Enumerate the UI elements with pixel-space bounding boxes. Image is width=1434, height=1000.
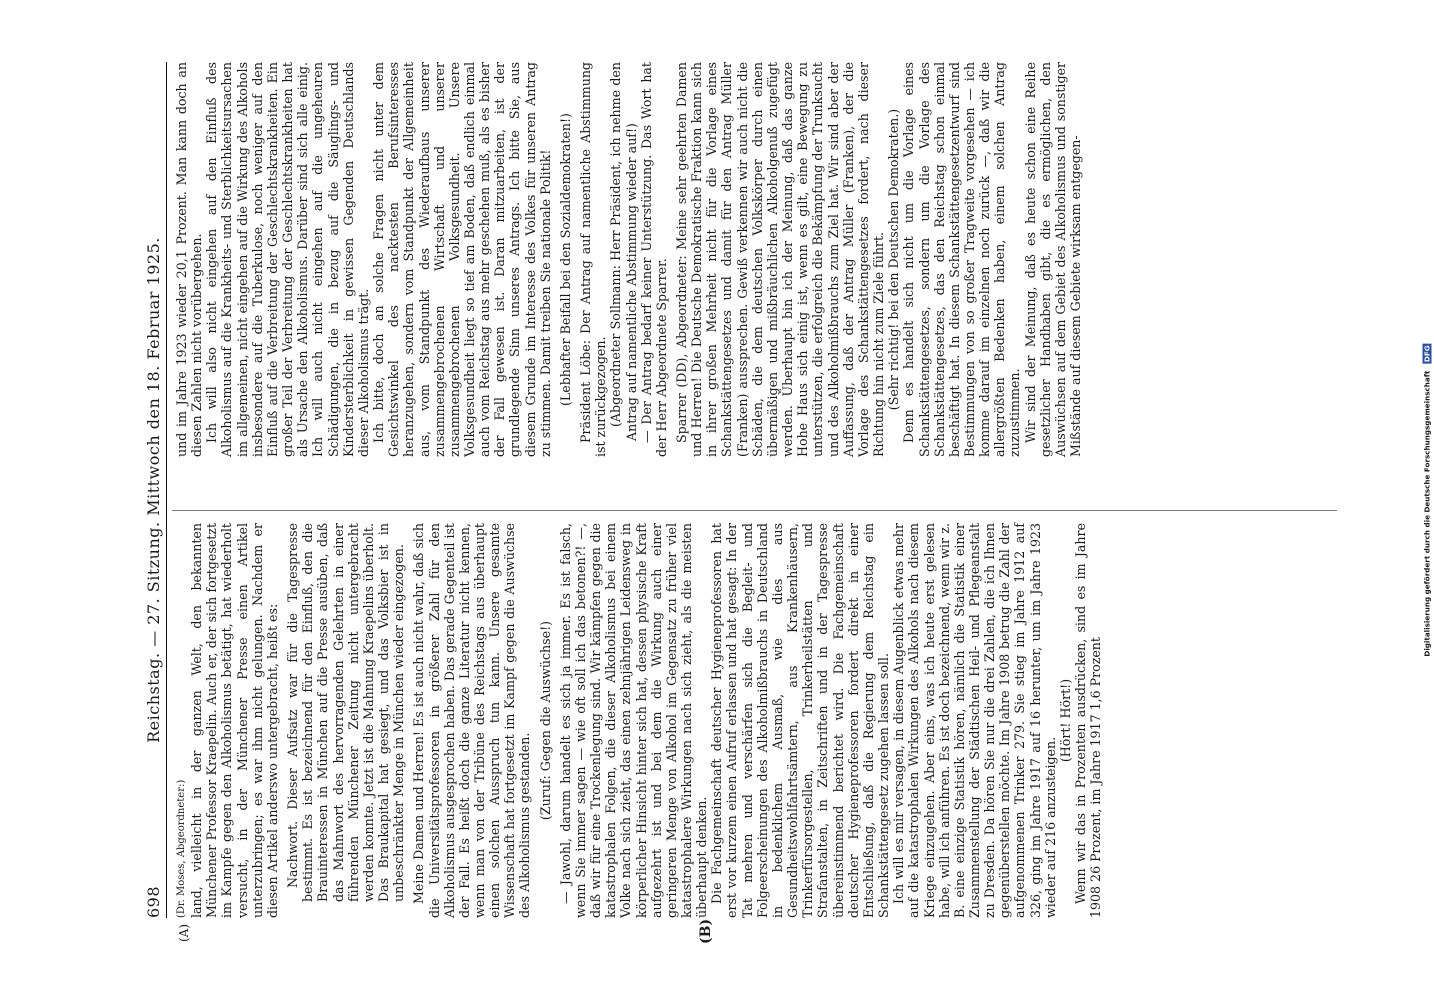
paragraph: Ich will es mir versagen, in diesem Augenblick etwas mehr auf die katastrophalen Wirkungen des Alkohols nach diesem Kriege einzugehen. Aber eins, was ich heute erst gelesen habe, will ich anführen. Es ist doch bezeichnend, wenn wir z. B. eine einzige Statistik hören, nämlich die Statistik einer Zusammenstellung der Städtischen Heil- und Pflegeanstalt zu Dresden. Da hören Sie nur die drei Zahlen, die ich Ihnen gegenüberstellen möchte. Im Jahre 1908 betrug die Zahl der aufgenommenen Trinker 279. Sie stieg im Jahre 1912 auf 326, ging im Jahre 1917 auf 16 herunter, um im Jahre 1923 wieder auf 216 anzusteigen. bbox=[891, 523, 1058, 918]
interjection: (Sehr richtig! bei den Deutschen Demokraten.) bbox=[886, 108, 902, 411]
paragraph: Wenn wir das in Prozenten ausdrücken, sind es im Jahre 1908 26 Prozent, im Jahre 1917 1,6 Prozent bbox=[1073, 523, 1104, 918]
paragraph: Die Fachgemeinschaft deutscher Hygieneprofessoren hat erst vor kurzem einen Aufruf erlassen und hat gesagt: In der Tat mehren und verschärfen sich die Begleit- und Folgeerscheinungen des Alkoholmißbrauchs in Deutschland in bedenklichem Ausmaß, wie dies aus Gesundheitswohlfahrtsämtern, aus Krankenhäusern, Trinkerfürsorgestellen, Trinkerheilstätten und Strafanstalten, in Zeitschriften und in der Tagespresse übereinstimmend berichtet wird. Die Fachgemeinschaft deutscher Hygieneprofessoren fordert direkt in einer Entschließung, daß die Regierung dem Reichstag ein Schankstättengesetz zugehen lassen soll. bbox=[709, 523, 892, 918]
paragraph: Denn es handelt sich nicht um die Vorlage eines Schankstättengesetzes, sondern um die Vorlage des Schankstättengesetzes, das den Reichstag schon einmal beschäftigt hat. In diesem Schankstättengesetzentwurf sind Bestimmungen von so großer Tragweite vorgesehen — ich komme darauf im einzelnen noch zurück —, daß wir die allergrößten Bedenken haben, einem solchen Antrag zuzustimmen. bbox=[901, 62, 1023, 457]
quote-paragraph: Nachwort. Dieser Aufsatz war für die Tagespresse bestimmt. Es ist bezeichnend für den Einfluß, den die Brauinteressen in München auf die Presse ausüben, daß das Mahnwort des hervorragenden Gelehrten in einer führenden Münchener Zeitung nicht untergebracht werden konnte. Jetzt ist die Mahnung Kraepelins überholt. Das Braukapital hat gesiegt, und das Volksbier ist in unbeschränkter Menge in München wieder eingezogen. bbox=[285, 523, 407, 902]
paragraph: Meine Damen und Herren! Es ist auch nicht wahr, daß sich die Universitätsprofessoren in größerer Zahl für den Alkoholismus ausgesprochen haben. Das gerade Gegenteil ist der Fall. Es heißt doch die ganze Literatur nicht kennen, wenn man von der Tribüne des Reichstags aus überhaupt einen solchen Ausspruch tun kann. Unsere gesamte Wissenschaft hat fortgesetzt im Kampf gegen die Auswüchse des Alkoholismus gestanden. bbox=[411, 523, 533, 918]
paragraph: land, vielleicht in der ganzen Welt, den bekannten Münchener Professor Kraepelin. Auch er, der sich fortgesetzt im Kampfe gegen den Alkoholismus betätigt, hat wiederholt versucht, in der Münchener Presse einen Artikel unterzubringen; es war ihm nicht gelungen. Nachdem er diesen Artikel anderswo untergebracht, heißt es: bbox=[189, 523, 280, 918]
interjection: (Hört! Hört!) bbox=[1057, 678, 1073, 763]
digitization-credit bbox=[1423, 343, 1432, 656]
page-number: 698 bbox=[144, 885, 163, 918]
paragraph: — Der Antrag bedarf keiner Unterstützung. Das Wort hat der Herr Abgeordnete Sparrer. bbox=[638, 62, 669, 457]
paragraph: Wir sind der Meinung, daß es heute schon eine Reihe gesetzlicher Handhaben gibt, die es ermöglichen, den Auswüchsen auf dem Gebiet des Alkoholismus und sonstiger Mißstände auf diesem Gebiete wirksam entgegen- bbox=[1022, 62, 1084, 457]
credit-text: Digitalisierung gefördert durch die Deutsche Forschungsgemeinschaft bbox=[1422, 370, 1432, 657]
left-column bbox=[174, 523, 1103, 918]
interjection: (Lebhafter Beifall bei den Sozialdemokraten!) bbox=[557, 113, 573, 406]
header-title: Reichstag. — 27. Sitzung. Mittwoch den 18. Februar 1925. bbox=[144, 237, 163, 743]
paragraph: und im Jahre 1923 wieder 20,1 Prozent. Man kann doch an diesen Zahlen nicht vorübergehen. bbox=[174, 62, 205, 457]
margin-marker-a: (A) bbox=[177, 923, 191, 942]
speaker-paragraph: Sparrer (DD), Abgeordneter: Meine sehr geehrten Damen und Herren! Die Deutsche Demokratische Fraktion kann sich in ihrer großen Mehrheit nicht für die Vorlage eines Schankstättengesetzes und damit für den Antrag Müller (Franken) aussprechen. Gewiß verkennen wir auch nicht die Schäden, die dem deutschen Volkskörper durch einen übermäßigen und mißbräuchlichen Alkoholgenuß zugefügt werden. Überhaupt bin ich der Meinung, daß das ganze Hohe Haus sich einig ist, wenn es gilt, eine Bewegung zu unterstützen, die erfolgreich die Bekämpfung der Trunksucht und des Alkoholmißbrauchs zum Ziel hat. Wir sind aber der Auffassung, daß der Antrag Müller (Franken), der die Vorlage des Schankstättengesetzes fordert, nach dieser Richtung hin nicht zum Ziele führt. bbox=[674, 62, 887, 457]
paragraph: — Jawohl, darum handelt es sich ja immer. Es ist falsch, wenn Sie immer sagen — wie oft soll ich das betonen?! —, daß wir für eine Trockenlegung sind. Wir kämpfen gegen die katastrophalen Folgen, die dieser Alkoholismus bei einem Volke nach sich zieht, das einen zehnjährigen Leidensweg in körperlicher Hinsicht hinter sich hat, dessen physische Kraft aufgezehrt ist und bei dem die Wirkung auch einer geringeren Menge von Alkohol im Gegensatz zu früher viel katastrophalere Wirkungen nach sich zieht, als die meisten überhaupt denken. bbox=[557, 523, 710, 918]
paragraph: Ich will also nicht eingehen auf den Einfluß des Alkoholismus auf die Krankheits- und Sterblichkeitsursachen im allgemeinen, nicht eingehen auf die Wirkung des Alkohols insbesondere auf die Tuberkulose, noch weniger auf den Einfluß auf die Verbreitung der Geschlechtskrankheiten. Ein großer Teil der Verbreitung der Geschlechtskrankheiten hat als Ursache den Alkoholismus. Darüber sind sich alle einig. Ich will auch nicht eingehen auf die ungeheuren Schädigungen, die in bezug auf die Säuglings- und Kindersterblichkeit in gewissen Gegenden Deutschlands dieser Alkoholismus trägt. bbox=[204, 62, 371, 457]
interjection: (Abgeordneter Sollmann: Herr Präsident, ich nehme den Antrag auf namentliche Abstimmung wieder auf!) bbox=[608, 62, 639, 441]
page-header bbox=[144, 62, 167, 918]
document-page bbox=[52, 20, 1382, 980]
margin-marker-b: (B) bbox=[698, 918, 714, 944]
interjection: (Zuruf: Gegen die Auswüchse!) bbox=[537, 620, 553, 821]
president-statement: Präsident Löbe: Der Antrag auf namentliche Abstimmung ist zurückgezogen. bbox=[578, 62, 609, 457]
column-divider bbox=[172, 510, 1337, 511]
dfg-logo: DFG bbox=[1422, 345, 1432, 363]
speaker-continuation: (Dr. Moses, Abgeordneter:) bbox=[176, 779, 187, 918]
right-column bbox=[174, 62, 1083, 457]
paragraph: Ich bitte, doch an solche Fragen nicht unter dem Gesichtswinkel des nacktesten Berufsinteresses heranzugehen, sondern vom Standpunkt der Allgemeinheit aus, vom Standpunkt des Wiederaufbaus unserer zusammengebrochenen Wirtschaft und unserer zusammengebrochenen Volksgesundheit. Unsere Volksgesundheit liegt so tief am Boden, daß endlich einmal auch vom Reichstag aus mehr geschehen muß, als es bisher der Fall gewesen ist. Daran mitzuarbeiten, ist der grundlegende Sinn unseres Antrags. Ich bitte Sie, aus diesem Grunde im Interesse des Volkes für unseren Antrag zu stimmen. Damit treiben Sie nationale Politik! bbox=[371, 62, 553, 457]
